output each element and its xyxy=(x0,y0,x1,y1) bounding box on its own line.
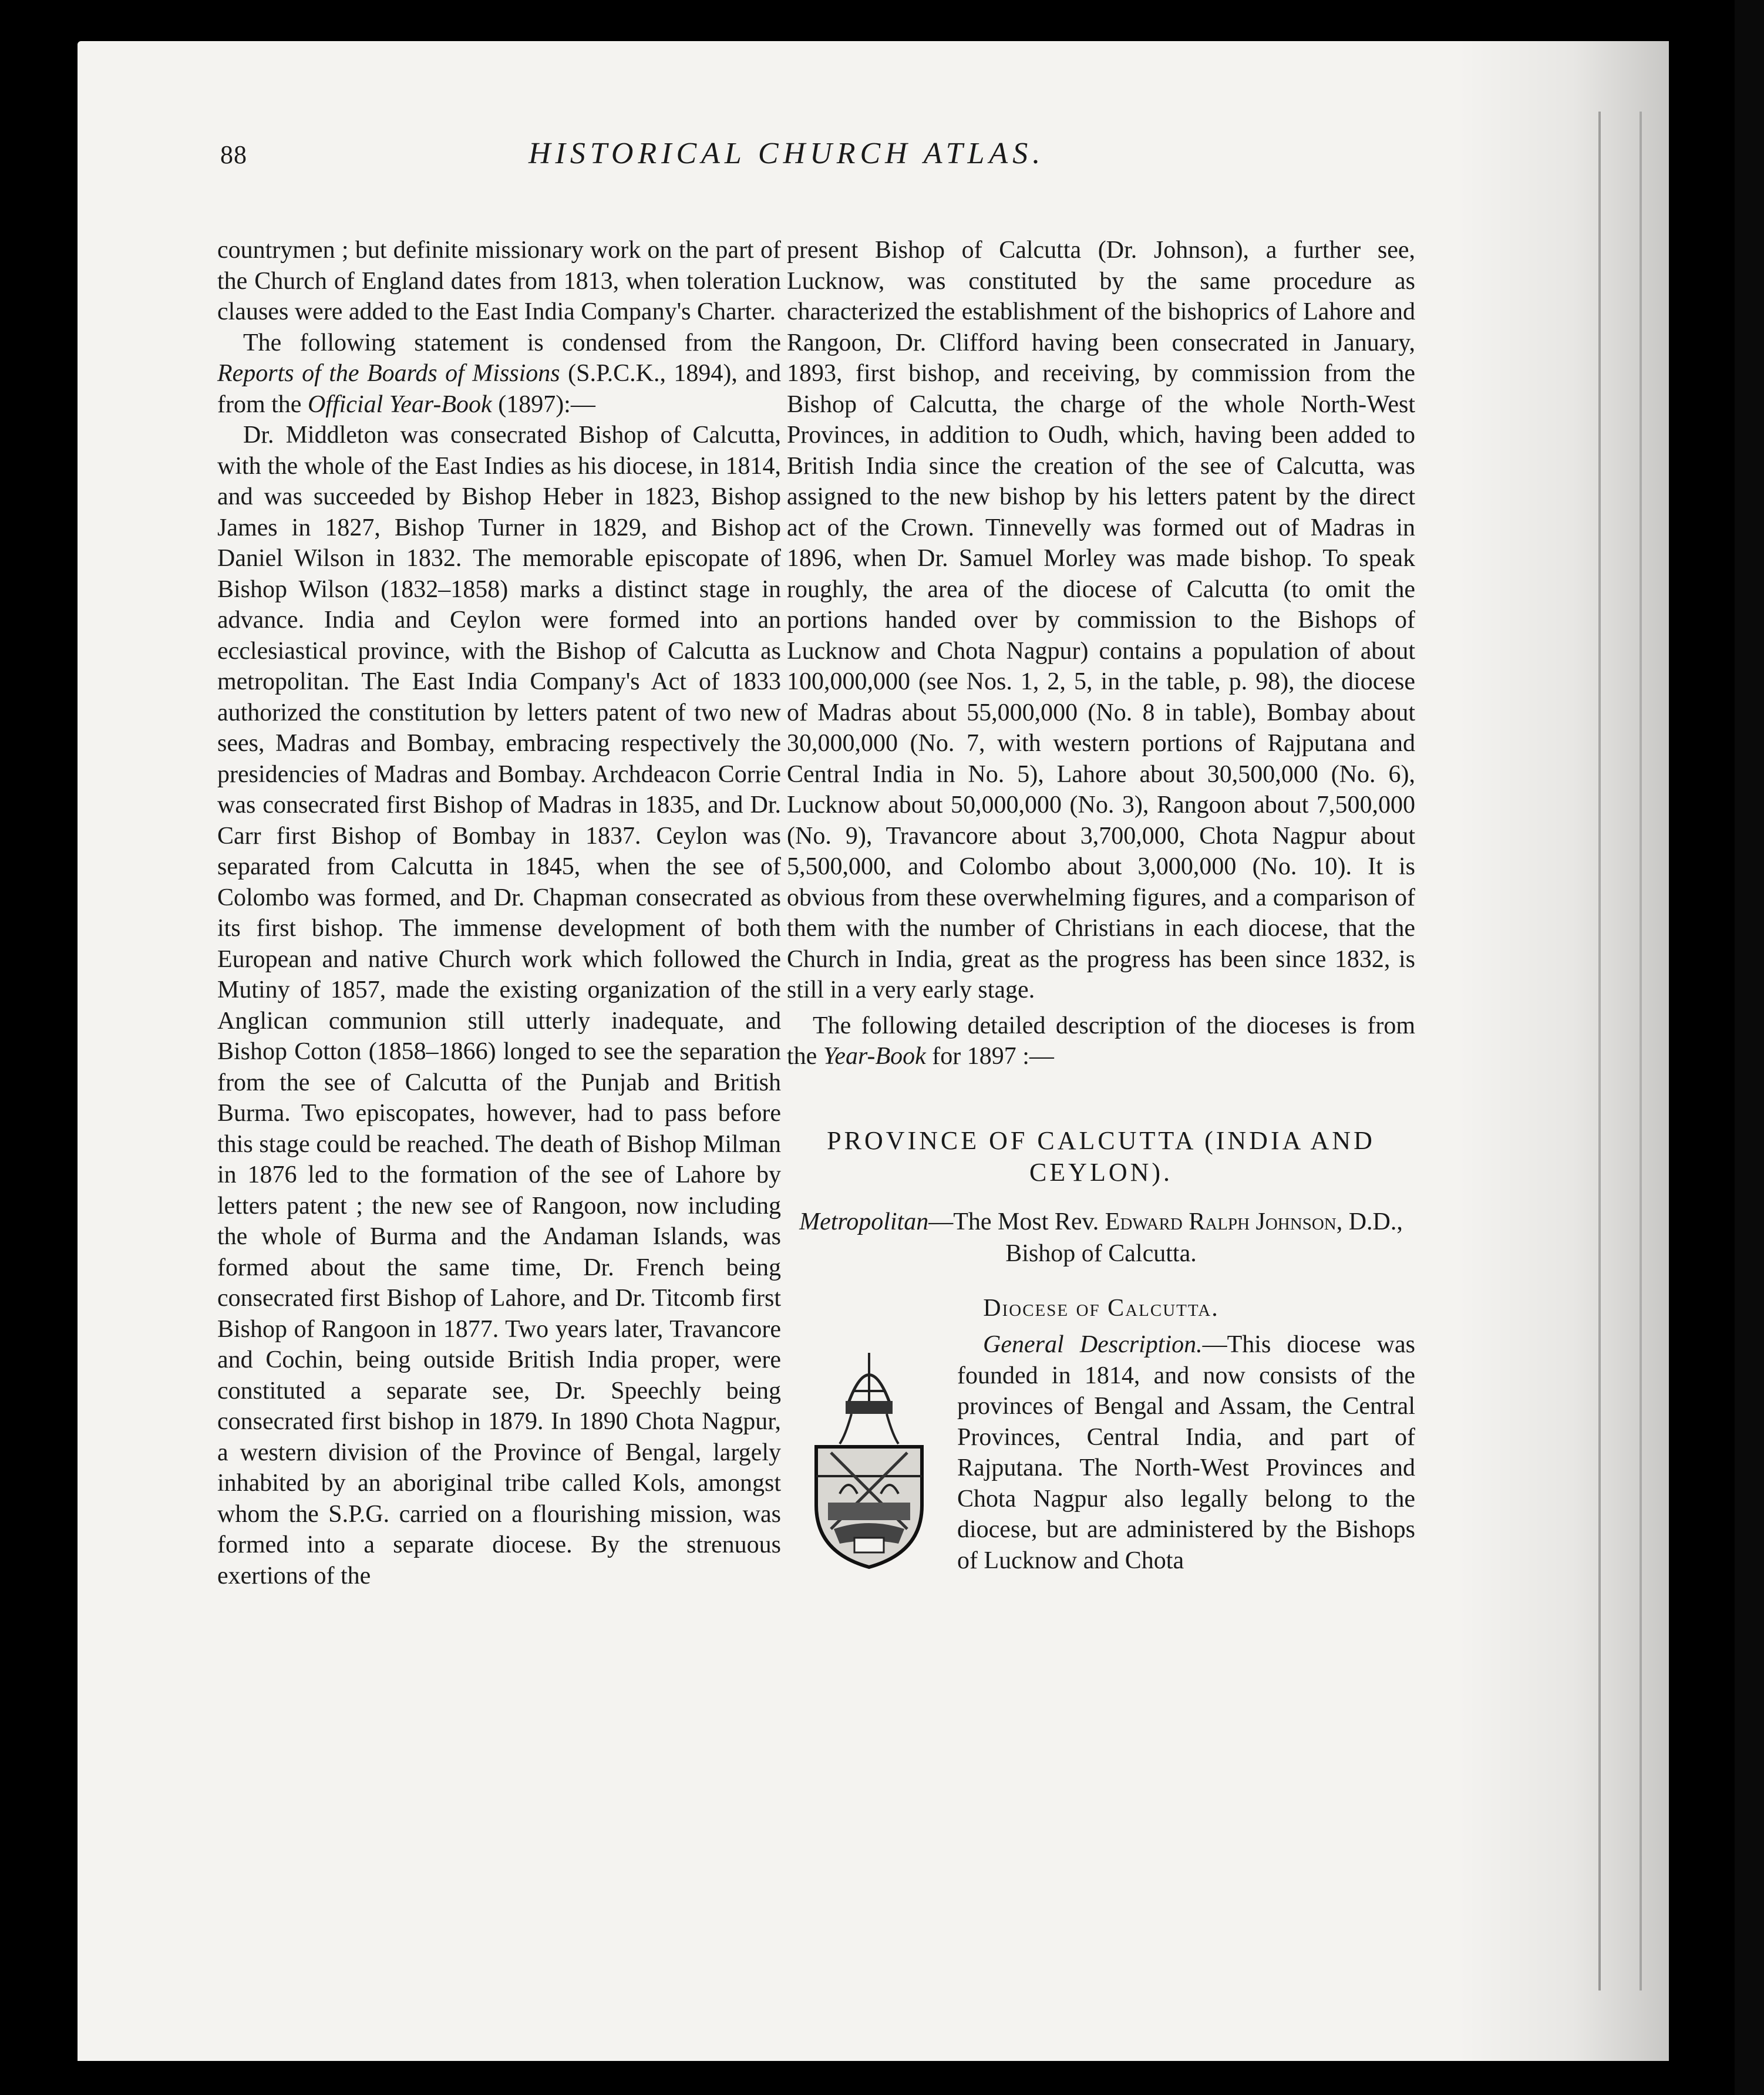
binding-thread xyxy=(1640,112,1642,1990)
general-description xyxy=(787,1329,1415,1576)
running-head: HISTORICAL CHURCH ATLAS. xyxy=(528,137,1045,170)
paragraph: present Bishop of Calcutta (Dr. Johnson), a further see, Lucknow, was constituted by the same procedure as characterized the establishment of the bishoprics of Lahore and Rangoon, Dr. Clifford having been consecrated in January, 1893, first bishop, and receiving, by commission from the Bishop of Calcutta, the charge of the whole North-West Provinces, in addition to Oudh, which, having been added to British India since the creation of the see of Calcutta, was assigned to the new bishop by his letters patent by the direct act of the Crown. Tinnevelly was formed out of Madras in 1896, when Dr. Samuel Morley was made bishop. To speak roughly, the area of the diocese of Calcutta (to omit the portions handed over by commission to the Bishops of Lucknow and Chota Nagpur) contains a population of about 100,000,000 (see Nos. 1, 2, 5, in the table, p. 98), the diocese of Madras about 55,000,000 (No. 8 in table), Bombay about 30,000,000 (No. 7, with western portions of Rajputana and Central India in No. 5), Lahore about 30,500,000 (No. 6), Lucknow about 50,000,000 (No. 3), Rangoon about 7,500,000 (No. 9), Travancore about 3,700,000, Chota Nagpur about 5,500,000, and Colombo about 3,000,000 (No. 10). It is obvious from these overwhelming figures, and a comparison of them with the number of Christians in each diocese, that the Church in India, great as the progress has been since 1832, is still in a very early stage. xyxy=(787,237,1415,1003)
book-spine xyxy=(1735,0,1764,2095)
metropolitan-line: Metropolitan—The Most Rev. Edward Ralph Johnson, D.D., Bishop of Calcutta. xyxy=(799,1208,1403,1267)
diocese-heading: Diocese of Calcutta. xyxy=(983,1294,1219,1322)
left-column xyxy=(217,235,781,1591)
right-column xyxy=(787,235,1415,1576)
paragraph: The following statement is condensed from the Reports of the Boards of Missions (S.P.C.K., 1894), and from the Official Year-Book (1897):— xyxy=(217,329,781,418)
paragraph: countrymen ; but definite missionary work on the part of the Church of England dates from 1813, when toleration clauses were added to the East India Company's Charter. xyxy=(217,237,781,325)
paragraph: General Description.—This diocese was founded in 1814, and now consists of the provinces of Bengal and Assam, the Central Provinces, Central India, and part of Rajputana. The North-West Provinces and Chota Nagpur also legally belong to the diocese, but are administered by the Bishops of Lucknow and Chota xyxy=(957,1331,1415,1574)
paragraph: The following detailed description of the dioceses is from the Year-Book for 1897 :— xyxy=(787,1012,1415,1070)
page-number: 88 xyxy=(220,140,247,169)
paragraph: Dr. Middleton was consecrated Bishop of Calcutta, with the whole of the East Indies as his diocese, in 1814, and was succeeded by Bishop Heber in 1823, Bishop James in 1827, Bishop Turner in 1829, and Bishop Daniel Wilson in 1832. The memorable episcopate of Bishop Wilson (1832–1858) marks a distinct stage in advance. India and Ceylon were formed into an ecclesiastical province, with the Bishop of Calcutta as metropolitan. The East India Company's Act of 1833 authorized the constitution by letters patent of two new sees, Madras and Bombay, embracing respectively the presidencies of Madras and Bombay. Archdeacon Corrie was consecrated first Bishop of Madras in 1835, and Dr. Carr first Bishop of Bombay in 1837. Ceylon was separated from Calcutta in 1845, when the see of Colombo was formed, and Dr. Chapman consecrated as its first bishop. The immense development of both European and native Church work which followed the Mutiny of 1857, made the existing organization of the Anglican communion still utterly inadequate, and Bishop Cotton (1858–1866) longed to see the separation from the see of Calcutta of the Punjab and British Burma. Two episcopates, however, had to pass before this stage could be reached. The death of Bishop Milman in 1876 led to the formation of the see of Lahore by letters patent ; the new see of Rangoon, now including the whole of Burma and the Andaman Islands, was formed about the same time, Dr. French being consecrated first Bishop of Lahore, and Dr. Titcomb first Bishop of Rangoon in 1877. Two years later, Travancore and Cochin, being outside British India proper, were constituted a separate see, Dr. Speechly being consecrated first bishop in 1879. In 1890 Chota Nagpur, a western division of the Province of Bengal, largely inhabited by an aboriginal tribe called Kols, amongst whom the S.P.G. carried on a flourishing mission, was formed into a separate diocese. By the strenuous exertions of the xyxy=(217,422,781,1589)
province-heading: PROVINCE OF CALCUTTA (INDIA AND CEYLON). xyxy=(827,1126,1375,1187)
diocese-arms-icon xyxy=(804,1335,934,1570)
page-shadow xyxy=(1457,41,1669,2061)
binding-thread xyxy=(1598,112,1601,1990)
